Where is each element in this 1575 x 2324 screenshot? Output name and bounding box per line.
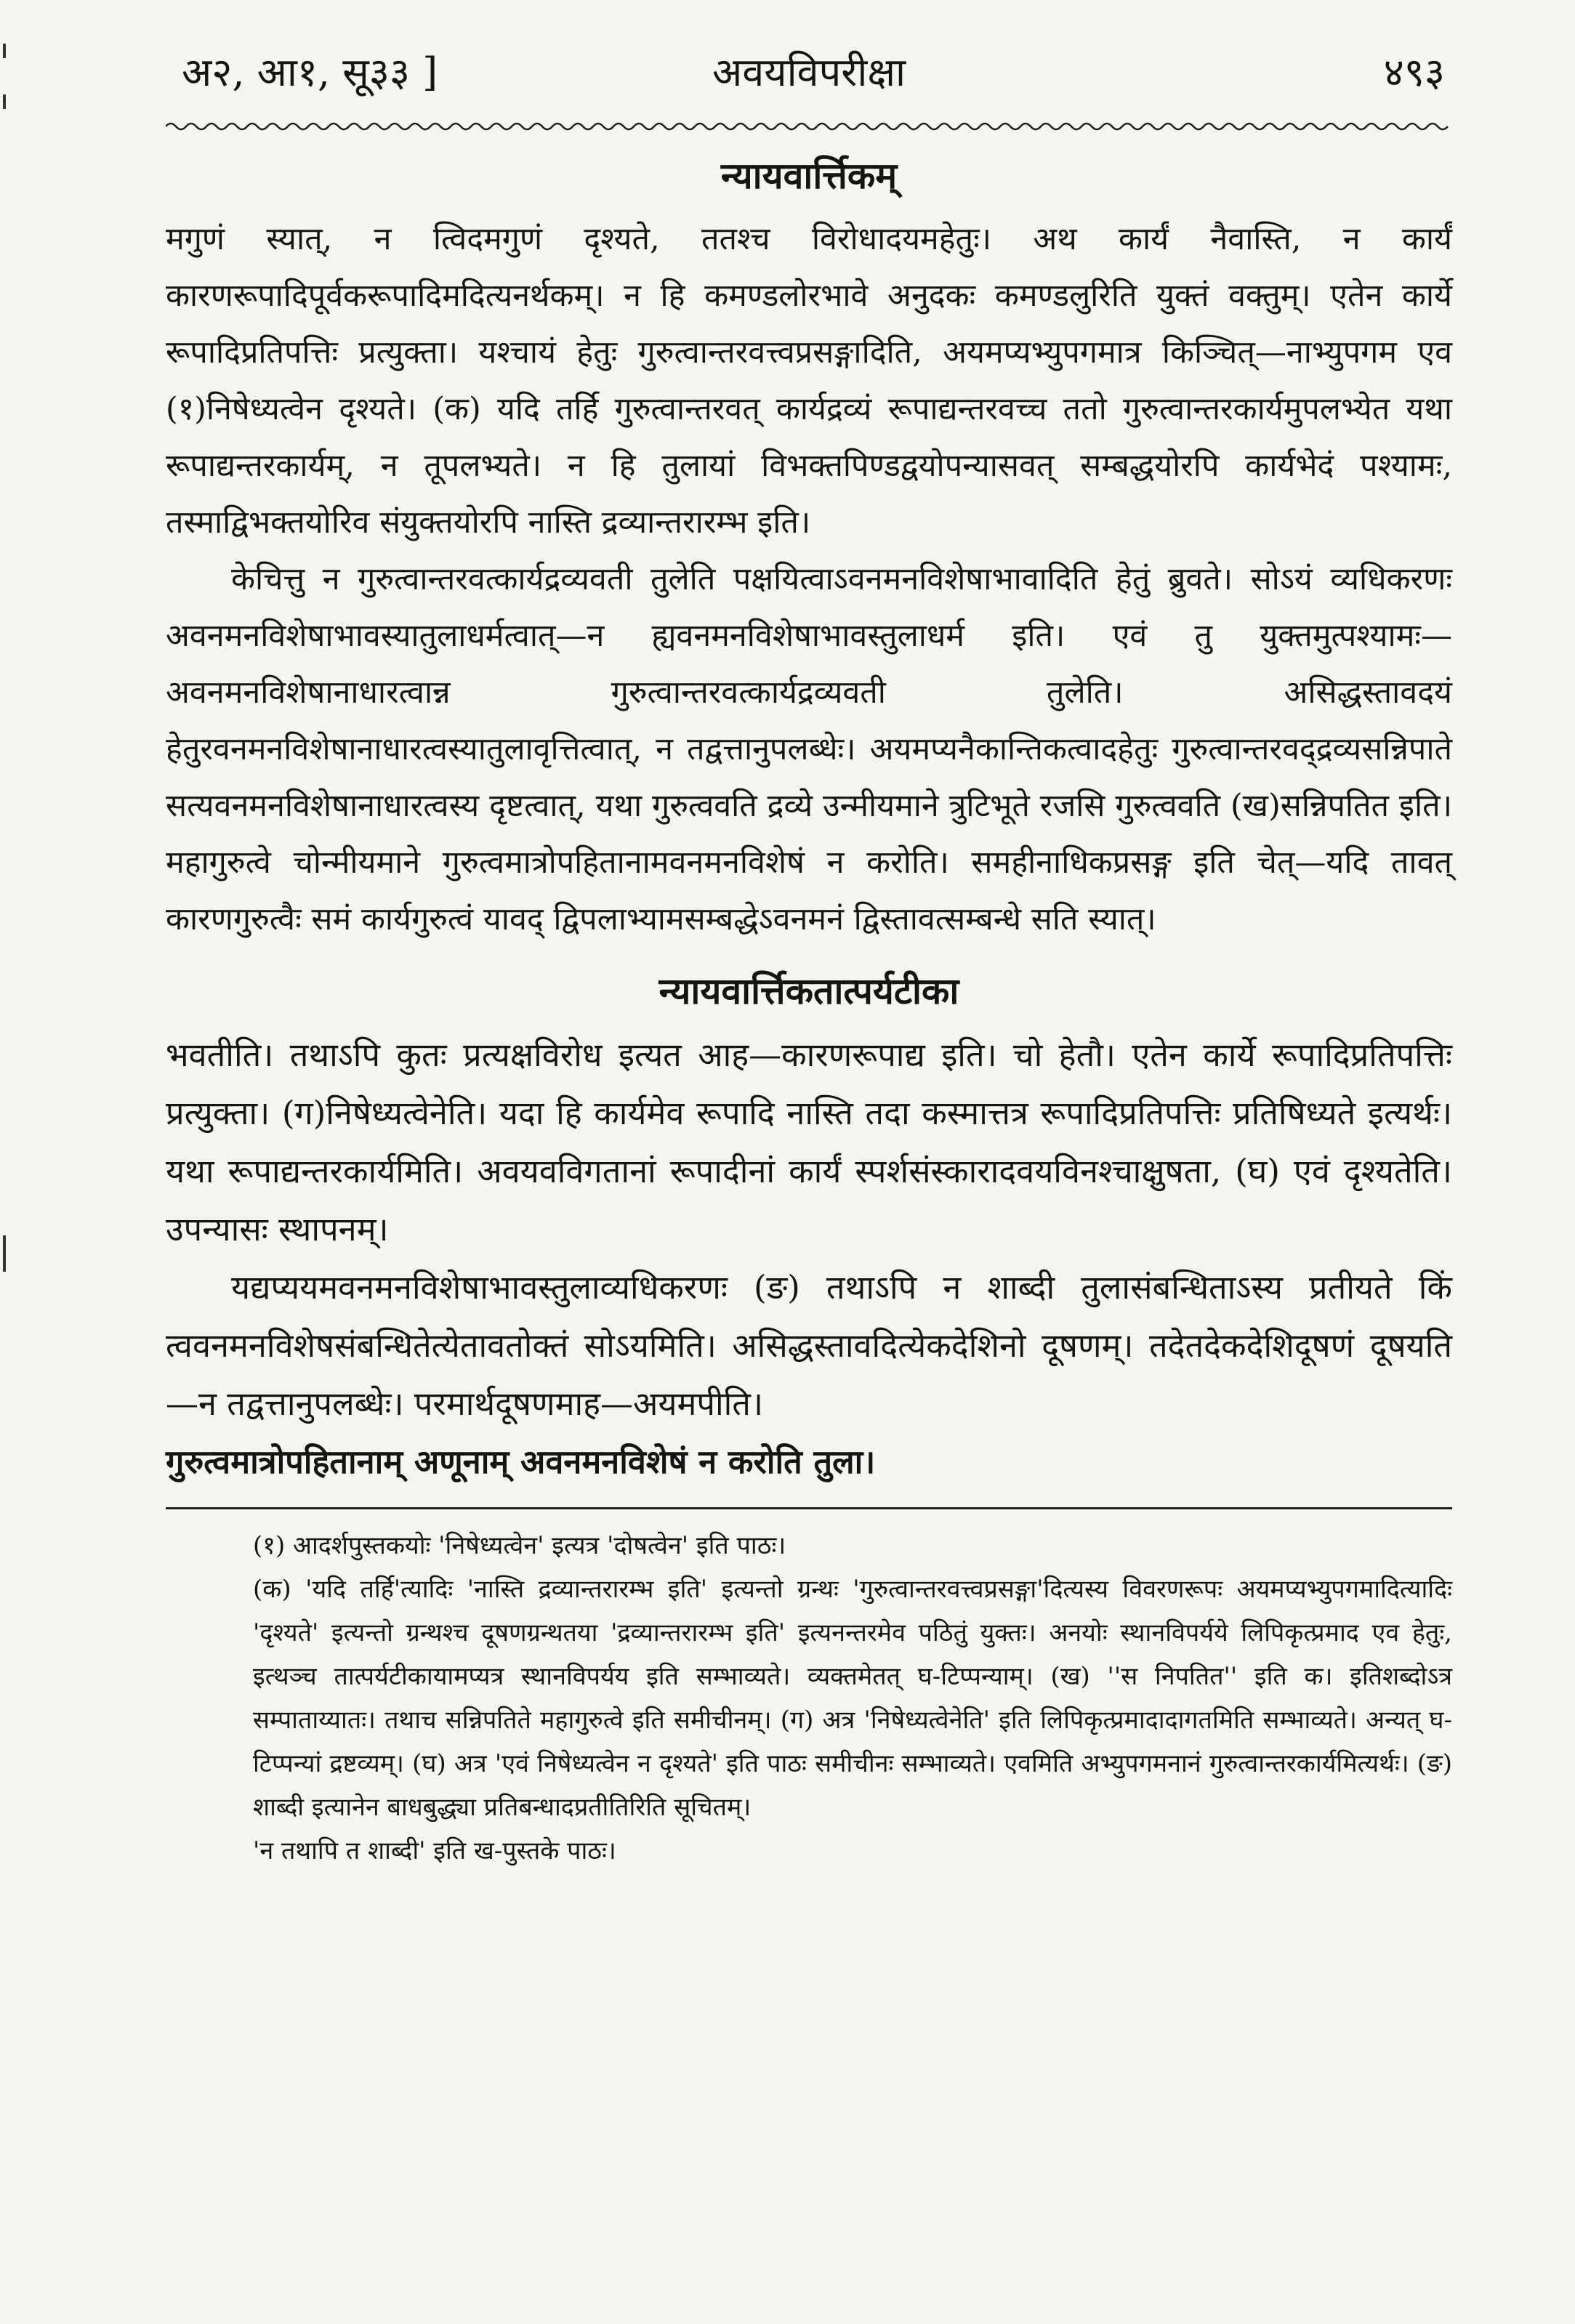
tika-paragraph-1: भवतीति। तथाऽपि कुतः प्रत्यक्षविरोध इत्यत आह—कारणरूपाद्य इति। चो हेतौ। एतेन कार्ये रूपादिप्रतिपत्तिः प्रत्युक्ता। (ग)निषेध्यत्वेनेति। यदा हि कार्यमेव रूपादि नास्ति तदा कस्मात्तत्र रूपादिप्रतिपत्तिः प्रतिषिध्यते इत्यर्थः। यथा रूपाद्यन्तरकार्यमिति। अवयवविगतानां रूपादीनां कार्यं स्पर्शसंस्कारादवयविनश्चाक्षुषता, (घ) एवं दृश्यतेति। उपन्यासः स्थापनम्। <box>166 1036 1452 1248</box>
tika-paragraph-3: गुरुत्वमात्रोपहितानाम् अणूनाम् अवनमनविशेषं न करोति तुला। <box>166 1443 876 1481</box>
wavy-header-rule <box>166 121 1452 132</box>
vartika-paragraph-2: केचित्तु न गुरुत्वान्तरवत्कार्यद्रव्यवती तुलेति पक्षयित्वाऽवनमनविशेषाभावादिति हेतुं ब्रुवते। सोऽयं व्यधिकरणः अवनमनविशेषाभावस्यातुलाधर्मत्वात्—न ह्यवनमनविशेषाभावस्तुलाधर्म इति। एवं तु युक्तमुत्पश्यामः—अवनमनविशेषानाधारत्वान्न गुरुत्वान्तरवत्कार्यद्रव्यवती तुलेति। असिद्धस्तावदयं हेतुरवनमनविशेषानाधारत्वस्यातुलावृत्तित्वात्, न तद्वत्तानुपलब्धेः। अयमप्यनैकान्तिकत्वादहेतुः गुरुत्वान्तरवद्द्रव्यसन्निपाते सत्यवनमनविशेषानाधारत्वस्य दृष्टत्वात्, यथा गुरुत्ववति द्रव्ये उन्मीयमाने त्रुटिभूते रजसि गुरुत्ववति (ख)सन्निपतित इति। महागुरुत्वे चोन्मीयमाने गुरुत्वमात्रोपहितानामवनमनविशेषं न करोति। समहीनाधिकप्रसङ्ग इति चेत्—यदि तावत् कारणगुरुत्वैः समं कार्यगुरुत्वं यावद् द्विपलाभ्यामसम्बद्धेऽवनमनं द्विस्तावत्सम्बन्धे सति स्यात्। <box>166 561 1452 937</box>
wavy-line-graphic <box>166 121 1452 132</box>
book-page <box>166 29 1452 1873</box>
footnote-separator <box>166 1507 1452 1509</box>
footnote-ka: (क) 'यदि तर्हि'त्यादिः 'नास्ति द्रव्यान्तरारम्भ इति' इत्यन्तो ग्रन्थः 'गुरुत्वान्तरवत्त्वप्रसङ्गा'दित्यस्य विवरणरूपः अयमप्यभ्युपगमादित्यादिः 'दृश्यते' इत्यन्तो ग्रन्थश्च दूषणग्रन्थतया 'द्रव्यान्तरारम्भ इति' इत्यनन्तरमेव पठितुं युक्तः। अनयोः स्थानविपर्यये लिपिकृत्प्रमाद एव हेतुः, इत्थञ्च तात्पर्यटीकायामप्यत्र स्थानविपर्यय इति सम्भाव्यते। व्यक्तमेतत् घ-टिप्पन्याम्। (ख) ''स निपतित'' इति क। इतिशब्दोऽत्र सम्पाताय्यातः। तथाच सन्निपतिते महागुरुत्वे इति समीचीनम्। (ग) अत्र 'निषेध्यत्वेनेति' इति लिपिकृत्प्रमादादागतमिति सम्भाव्यते। अन्यत् घ-टिप्पन्यां द्रष्टव्यम्। (घ) अत्र 'एवं निषेध्यत्वेन न दृश्यते' इति पाठः समीचीनः सम्भाव्यते। एवमिति अभ्युपगमनानं गुरुत्वान्तरकार्यमित्यर्थः। (ङ) शाब्दी इत्यानेन बाधबुद्ध्या प्रतिबन्धादप्रतीतिरिति सूचितम्। <box>253 1575 1452 1822</box>
tika-paragraph-2: यद्यप्ययमवनमनविशेषाभावस्तुलाव्यधिकरणः (ङ) तथाऽपि न शाब्दी तुलासंबन्धिताऽस्य प्रतीयते किं त्ववनमनविशेषसंबन्धितेत्येतावतोक्तं सोऽयमिति। असिद्धस्तावदित्येकदेशिनो दूषणम्। तदेतदेकदेशिदूषणं दूषयति—न तद्वत्तानुपलब्धेः। परमार्थदूषणमाह—अयमपीति। <box>166 1268 1452 1423</box>
page-edge-mark-3 <box>3 1235 6 1272</box>
page-edge-mark-2 <box>3 94 6 109</box>
vartika-paragraph-1: मगुणं स्यात्, न त्विदमगुणं दृश्यते, ततश्च विरोधादयमहेतुः। अथ कार्यं नैवास्ति, न कार्यं कारणरूपादिपूर्वकरूपादिमदित्यनर्थकम्। न हि कमण्डलोरभावे अनुदकः कमण्डलुरिति युक्तं वक्तुम्। एतेन कार्ये रूपादिप्रतिपत्तिः प्रत्युक्ता। यश्चायं हेतुः गुरुत्वान्तरवत्त्वप्रसङ्गादिति, अयमप्यभ्युपगमात्र किञ्चित्—नाभ्युपगम एव (१)निषेध्यत्वेन दृश्यते। (क) यदि तर्हि गुरुत्वान्तरवत् कार्यद्रव्यं रूपाद्यन्तरवच्च ततो गुरुत्वान्तरकार्यमुपलभ्येत यथा रूपाद्यन्तरकार्यम्, न तूपलभ्यते। न हि तुलायां विभक्तपिण्डद्वयोपन्यासवत् सम्बद्धयोरपि कार्यभेदं पश्यामः, तस्माद्विभक्तयोरिव संयुक्तयोरपि नास्ति द्रव्यान्तरारम्भ इति। <box>166 221 1452 541</box>
chapter-reference: अ२, आ१, सू३३ ] <box>182 49 438 95</box>
tika-section-title: न्यायवार्त्तिकतात्पर्यटीका <box>658 969 959 1012</box>
footnote-last: 'न तथापि त शाब्दी' इति ख-पुस्तके पाठः। <box>253 1836 616 1865</box>
vartika-section-title: न्यायवार्त्तिकम् <box>720 154 898 197</box>
footnote-1: (१) आदर्शपुस्तकयोः 'निषेध्यत्वेन' इत्यत्र 'दोषत्वेन' इति पाठः। <box>253 1531 786 1560</box>
page-number: ४९३ <box>1383 49 1445 95</box>
page-edge-mark-1 <box>3 44 6 58</box>
running-title: अवयविपरीक्षा <box>712 49 906 95</box>
footnotes <box>253 1524 1452 1873</box>
running-head <box>166 29 1452 116</box>
